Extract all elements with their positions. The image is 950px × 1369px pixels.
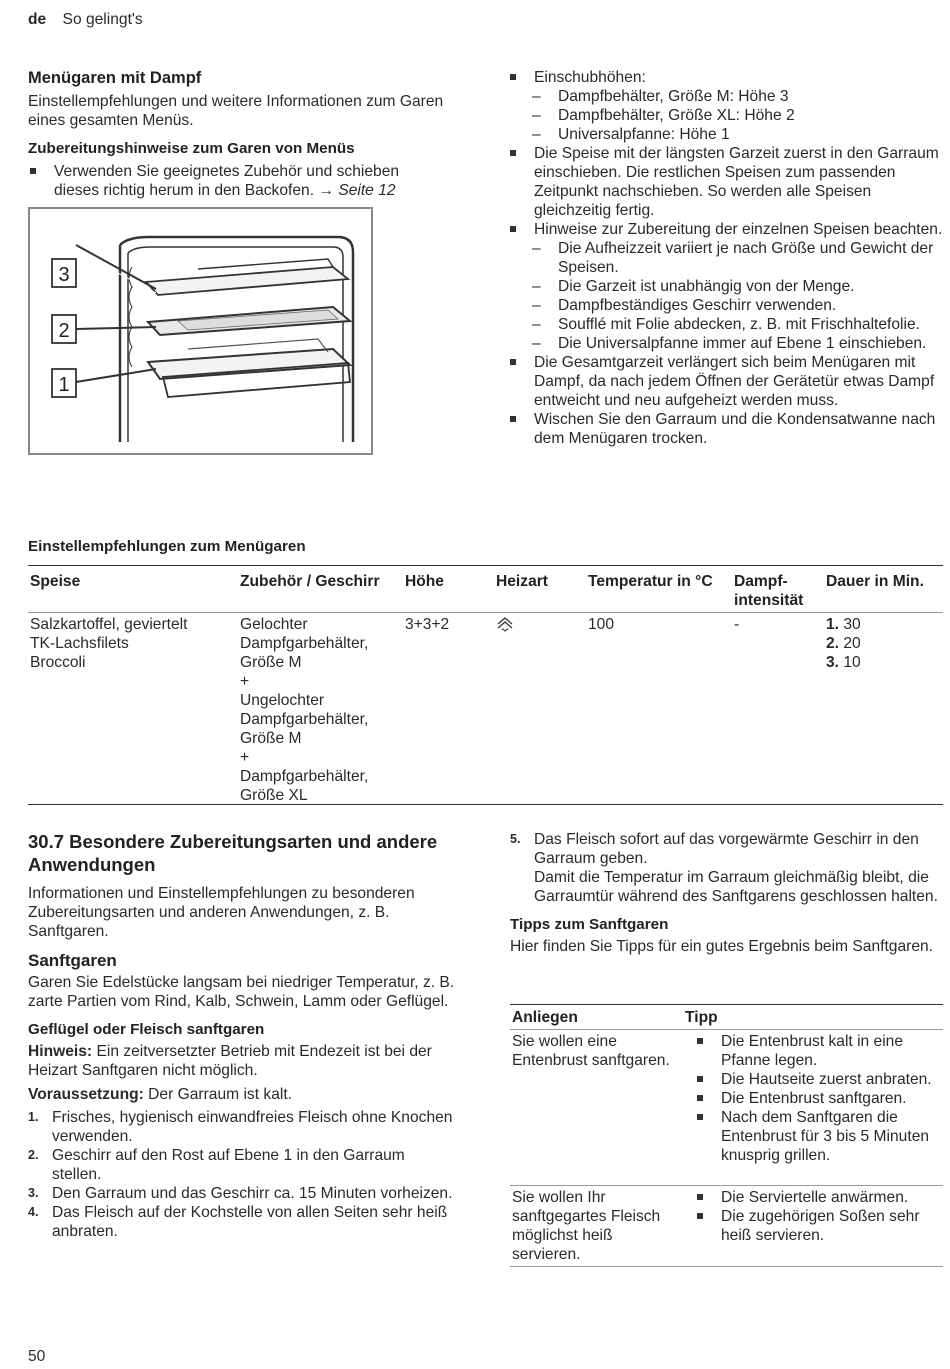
section-307-left [28,830,458,1241]
col-header: Tipp [685,1009,718,1026]
sanftgaren-text: Garen Sie Edelstücke langsam bei niedriger Temperatur, z. B. zarte Partien vom Rind, Kalb, Schwein, Lamm oder Geflügel. [28,974,455,1010]
sub-list-item: – Die Garzeit ist unabhängig von der Menge. [508,277,943,296]
sub-list-item: – Die Universalpfanne immer auf Ebene 1 einschieben. [508,334,943,353]
page-header [28,10,143,29]
tips-heading: Tipps zum Sanftgaren [510,916,669,933]
list-item: Die Gesamtgarzeit verlängert sich beim Menügaren mit Dampf, da nach jedem Öffnen der Gerätetür etwas Dampf entweicht und neu aufgeheizt werden muss. [508,353,943,410]
tips-table-top-rule [510,1004,943,1005]
cell-tipp [695,1032,943,1165]
cell-heizart [496,615,588,805]
tips-table-header [512,1008,943,1027]
list-item: Einschubhöhen: [508,68,943,87]
list-item: Die Speise mit der längsten Garzeit zuerst in den Garraum einschieben. Die restlichen Speisen zum passenden Zeitpunkt nachschieben. So werden alle Speisen gleichzeitig fertig. [508,144,943,220]
left-column [28,68,448,200]
right-column [508,68,943,448]
step-item: 5. Das Fleisch sofort auf das vorgewärmte Geschirr in den Garraum geben. [510,831,919,867]
cell-anliegen: Sie wollen eine Entenbrust sanftgaren. [512,1033,670,1069]
table-top-rule [28,565,943,566]
cell-zubehoer: Gelochter Dampfgarbehälter, Größe M + Ungelochter Dampfgarbehälter, Größe M + Dampfgarbehälter, Größe XL [240,616,369,804]
prerequisite: Voraussetzung: Der Garraum ist kalt. [28,1086,292,1103]
tips-table-bottom-rule [510,1266,943,1267]
list-item: Die Entenbrust sanftgaren. [695,1089,943,1108]
table-header-rule [28,612,943,613]
section-title: Menügaren mit Dampf [28,69,202,87]
list-item: Wischen Sie den Garraum und die Kondensatwanne nach dem Menügaren trocken. [508,410,943,448]
table-row [30,615,943,805]
col-header: Anliegen [512,1009,578,1026]
col-header: Dampf-intensität [734,573,804,609]
cell-dampf: - [734,616,740,633]
cell-dauer: 1. 30 2. 20 3. 10 [826,616,861,671]
table-header-row [512,1008,943,1027]
page-number: 50 [28,1348,46,1365]
table-bottom-rule [28,804,943,805]
table-header-row [30,572,943,610]
list-item: Hinweise zur Zubereitung der einzelnen Speisen beachten. [508,220,943,239]
cell-anliegen: Sie wollen Ihr sanftgegartes Fleisch möglichst heiß servieren. [512,1189,661,1263]
cell-speise: Salzkartoffel, geviertelt TK-Lachsfilets Broccoli [30,616,188,671]
col-header: Dauer in Min. [826,573,924,590]
sanftgaren-heading: Sanftgaren [28,951,117,970]
tips-intro: Hier finden Sie Tipps für ein gutes Ergebnis beim Sanftgaren. [510,938,934,955]
list-item: Nach dem Sanftgaren die Entenbrust für 3 bis 5 Minuten knusprig grillen. [695,1108,943,1165]
steam-heating-icon [496,615,514,633]
table-row [512,1032,943,1165]
step-item: 4. Das Fleisch auf der Kochstelle von allen Seiten sehr heiß anbraten. [28,1204,448,1240]
shelf-label-1: 1 [58,374,70,396]
sub-list-item: – Dampfbeständiges Geschirr verwenden. [508,296,943,315]
oven-shelf-diagram [28,207,373,455]
col-header: Speise [30,573,81,590]
list-item: Die Entenbrust kalt in eine Pfanne legen. [695,1032,943,1070]
sub-list-item: – Universalpfanne: Höhe 1 [508,125,943,144]
list-item: Die zugehörigen Soßen sehr heiß servieren. [695,1207,943,1245]
sub-list-item: – Soufflé mit Folie abdecken, z. B. mit Frischhaltefolie. [508,315,943,334]
cell-hoehe: 3+3+2 [405,616,450,633]
shelf-label-3: 3 [58,264,70,286]
table-row [512,1188,943,1264]
col-header: Heizart [496,573,548,590]
settings-table-body [30,615,943,805]
step-item: 2. Geschirr auf den Rost auf Ebene 1 in den Garraum stellen. [28,1147,405,1183]
list-item: Die Hautseite zuerst anbraten. [695,1070,943,1089]
sub-list-item: – Dampfbehälter, Größe XL: Höhe 2 [508,106,943,125]
table-title: Einstellempfehlungen zum Menügaren [28,538,306,555]
section-intro: Informationen und Einstellempfehlungen zu besonderen Zubereitungsarten und anderen Anwendungen, z. B. Sanftgaren. [28,885,415,940]
step-detail: Damit die Temperatur im Garraum gleichmäßig bleibt, die Garraumtür während des Sanftgarens geschlossen halten. [534,869,938,905]
sub-list-item: – Dampfbehälter, Größe M: Höhe 3 [508,87,943,106]
list-item: Die Serviertelle anwärmen. [695,1188,943,1207]
settings-table [30,572,943,610]
step-item: 1. Frisches, hygienisch einwandfreies Fleisch ohne Knochen verwenden. [28,1109,453,1145]
col-header: Zubehör / Geschirr [240,573,380,590]
list-item: Verwenden Sie geeignetes Zubehör und schieben dieses richtig herum in den Backofen. → Seite 12 [28,162,448,200]
cell-tipp [695,1188,943,1264]
cell-temperatur: 100 [588,616,615,633]
intro-text: Einstellempfehlungen und weitere Informationen zum Garen eines gesamten Menüs. [28,93,444,129]
section-name: So gelingt's [62,11,143,28]
section-heading: 30.7 Besondere Zubereitungsarten und andere Anwendungen [28,831,438,875]
col-header: Temperatur in °C [588,573,713,590]
tips-header-rule [510,1029,943,1030]
step-item: 3. Den Garraum und das Geschirr ca. 15 Minuten vorheizen. [28,1185,453,1202]
subheading: Zubereitungshinweise zum Garen von Menüs [28,140,355,157]
section-307-right [510,830,943,956]
tips-row-1 [512,1032,943,1165]
subheading: Geflügel oder Fleisch sanftgaren [28,1021,265,1038]
language-code: de [28,11,47,28]
note: Hinweis: Ein zeitversetzter Betrieb mit Endezeit ist bei der Heizart Sanftgaren nicht möglich. [28,1043,432,1079]
tips-row-rule [510,1185,943,1186]
oven-illustration [28,207,373,455]
col-header: Höhe [405,573,444,590]
sub-list-item: – Die Aufheizzeit variiert je nach Größe und Gewicht der Speisen. [508,239,943,277]
tips-row-2 [512,1188,943,1264]
shelf-label-2: 2 [58,320,70,342]
page-reference-link[interactable]: → Seite 12 [318,182,396,199]
